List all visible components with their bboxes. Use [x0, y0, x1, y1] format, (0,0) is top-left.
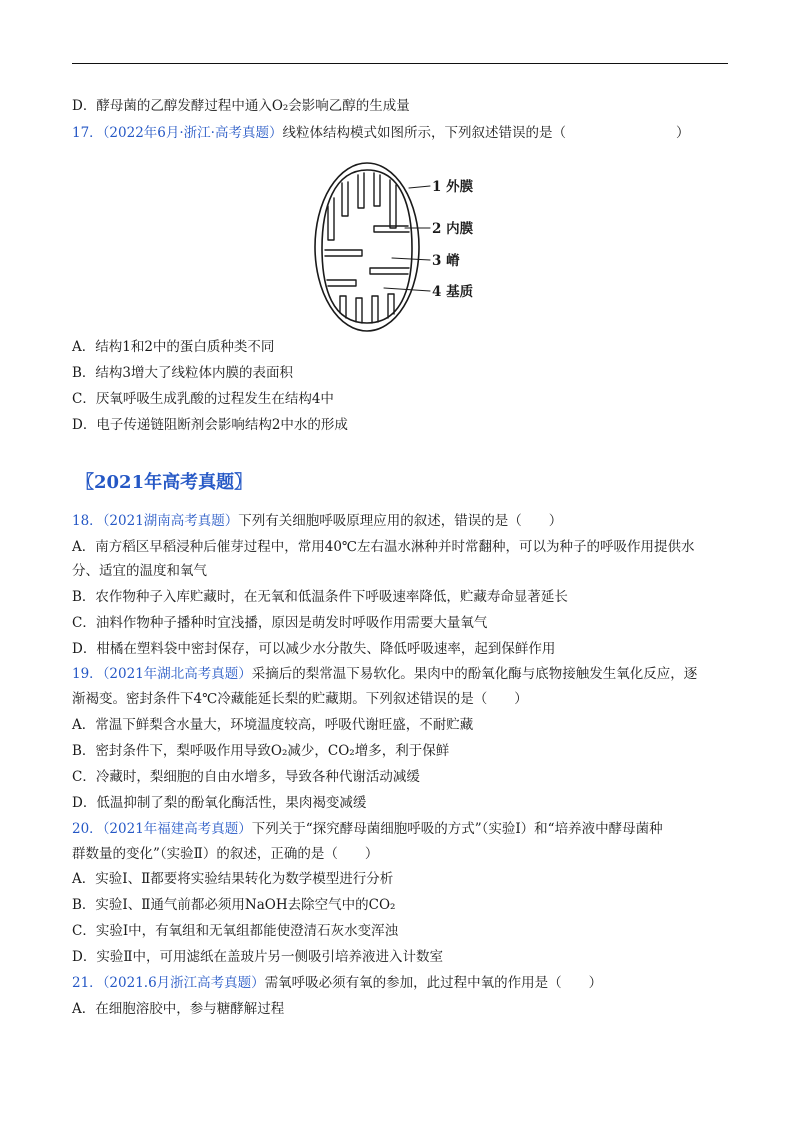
mitochondria-figure	[312, 158, 512, 337]
leader-lines	[384, 186, 430, 291]
label-cristae: 3 嵴	[432, 253, 460, 269]
q20-stem-line1	[72, 820, 663, 838]
q17-paren-close: ）	[675, 125, 690, 141]
q21-stem	[72, 974, 602, 992]
q17-stem	[72, 124, 689, 142]
q17-option-b: B．结构3增大了线粒体内膜的表面积	[72, 365, 294, 381]
q19-stem-line1	[72, 665, 697, 683]
q21-stem-text: 需氧呼吸必须有氧的参加，此过程中氧的作用是（ ）	[264, 975, 603, 991]
label-inner-membrane: 2 内膜	[432, 221, 474, 237]
mitochondria-diagram	[312, 158, 512, 333]
q19-number: 19．	[72, 666, 103, 682]
q18-stem-text: 下列有关细胞呼吸原理应用的叙述，错误的是（ ）	[238, 513, 563, 529]
inner-membrane-shape	[322, 170, 412, 323]
q20-option-c: C．实验Ⅰ中，有氧组和无氧组都能使澄清石灰水变浑浊	[72, 923, 399, 939]
header-rule	[72, 63, 728, 64]
q20-number: 20．	[72, 821, 103, 837]
q19-option-d: D．低温抑制了梨的酚氧化酶活性，果肉褐变减缓	[72, 795, 367, 811]
q20-source: （2021年福建高考真题）	[102, 821, 252, 837]
q18-option-c: C．油料作物种子播种时宜浅播，原因是萌发时呼吸作用需要大量氧气	[72, 615, 488, 631]
cristae	[325, 173, 409, 323]
q21-number: 21．	[72, 975, 103, 991]
q17-option-d: D．电子传递链阻断剂会影响结构2中水的形成	[72, 417, 348, 433]
q18-option-a-cont: 分、适宜的温度和氧气	[72, 563, 207, 579]
label-matrix: 4 基质	[432, 284, 474, 300]
q18-stem	[72, 512, 562, 530]
q19-option-b: B．密封条件下，梨呼吸作用导致O₂减少，CO₂增多，利于保鲜	[72, 743, 450, 759]
q20-stem-text-1: 下列关于“探究酵母菌细胞呼吸的方式”（实验Ⅰ）和“培养液中酵母菌种	[251, 821, 663, 837]
q19-stem-line2: 渐褐变。密封条件下4℃冷藏能延长梨的贮藏期。下列叙述错误的是（ ）	[72, 691, 528, 707]
q19-option-c: C．冷藏时，梨细胞的自由水增多，导致各种代谢活动减缓	[72, 769, 420, 785]
q21-source: （2021.6月浙江高考真题）	[102, 975, 265, 991]
q19-option-a: A．常温下鲜梨含水量大，环境温度较高，呼吸代谢旺盛，不耐贮藏	[72, 717, 474, 733]
q17-stem-text: 线粒体结构模式如图所示，下列叙述错误的是（	[282, 125, 566, 141]
q20-option-d: D．实验Ⅱ中，可用滤纸在盖玻片另一侧吸引培养液进入计数室	[72, 949, 443, 965]
q16-option-d: D．酵母菌的乙醇发酵过程中通入O₂会影响乙醇的生成量	[72, 98, 410, 114]
q17-option-c: C．厌氧呼吸生成乳酸的过程发生在结构4中	[72, 391, 334, 407]
section-title-2021: 〖2021年高考真题〗	[76, 472, 253, 493]
q21-option-a: A．在细胞溶胶中，参与糖酵解过程	[72, 1001, 285, 1017]
q19-source: （2021年湖北高考真题）	[102, 666, 252, 682]
q20-option-b: B．实验Ⅰ、Ⅱ通气前都必须用NaOH去除空气中的CO₂	[72, 897, 396, 913]
q19-stem-text-1: 采摘后的梨常温下易软化。果肉中的酚氧化酶与底物接触发生氧化反应，逐	[251, 666, 698, 682]
q17-number: 17．	[72, 125, 103, 141]
q18-source: （2021湖南高考真题）	[102, 513, 239, 529]
q18-option-b: B．农作物种子入库贮藏时，在无氧和低温条件下呼吸速率降低，贮藏寿命显著延长	[72, 589, 568, 605]
q17-option-a: A．结构1和2中的蛋白质种类不同	[72, 339, 275, 355]
q20-option-a: A．实验Ⅰ、Ⅱ都要将实验结果转化为数学模型进行分析	[72, 871, 394, 887]
label-outer-membrane: 1 外膜	[432, 179, 474, 195]
q17-source: （2022年6月·浙江·高考真题）	[102, 125, 283, 141]
outer-membrane-shape	[315, 163, 419, 331]
q20-stem-line2: 群数量的变化”（实验Ⅱ）的叙述，正确的是（ ）	[72, 846, 379, 862]
q18-option-a: A．南方稻区早稻浸种后催芽过程中，常用40℃左右温水淋种并时常翻种，可以为种子的呼吸作用提供水	[72, 539, 695, 555]
q18-number: 18．	[72, 513, 103, 529]
q18-option-d: D．柑橘在塑料袋中密封保存，可以减少水分散失、降低呼吸速率，起到保鲜作用	[72, 641, 556, 657]
